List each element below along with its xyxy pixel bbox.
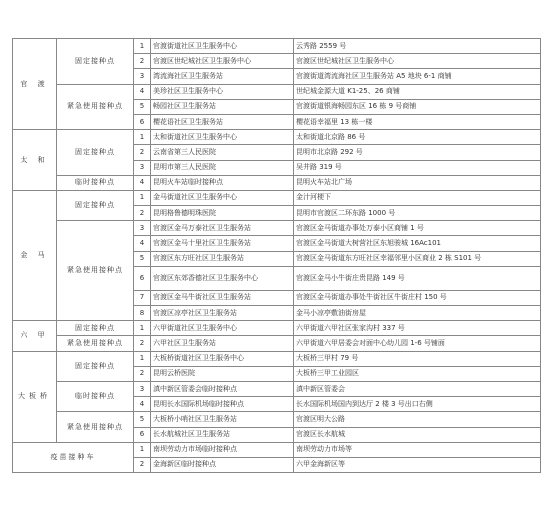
row-number: 2 — [134, 145, 151, 160]
site-address: 官渡区金马街道东方旺社区幸福邻里小区商业 2 栋 S101 号 — [294, 251, 541, 266]
table-row — [13, 39, 541, 54]
site-address: 六甲街道六甲居委会对面中心幼儿园 1-6 号铺面 — [294, 336, 541, 351]
row-number: 1 — [134, 321, 151, 336]
site-name: 长水航城社区卫生服务站 — [151, 427, 294, 442]
site-address: 六甲街道六甲社区张家沟村 337 号 — [294, 321, 541, 336]
site-name: 太和街道社区卫生服务中心 — [151, 130, 294, 145]
site-address: 官渡区世纪城社区卫生服务中心 — [294, 54, 541, 69]
site-name: 南坝劳动力市场临时接种点 — [151, 442, 294, 457]
site-name: 官渡区世纪城社区卫生服务中心 — [151, 54, 294, 69]
site-name: 昆明火车站临时接种点 — [151, 175, 294, 190]
row-number: 6 — [134, 266, 151, 290]
row-number: 5 — [134, 99, 151, 114]
district-cell: 太 和 — [13, 130, 57, 191]
site-name: 金马街道社区卫生服务中心 — [151, 190, 294, 205]
site-name: 官渡区金马牛街社区卫生服务站 — [151, 290, 294, 305]
table-row — [13, 442, 541, 457]
table-row — [13, 190, 541, 205]
table-row — [13, 221, 541, 236]
row-number: 1 — [134, 190, 151, 205]
row-number: 3 — [134, 221, 151, 236]
site-type-cell: 固定接种点 — [57, 130, 134, 176]
row-number: 1 — [134, 442, 151, 457]
site-address: 昆明火车站北广场 — [294, 175, 541, 190]
site-type-cell: 紧急使用接种点 — [57, 84, 134, 130]
row-number: 4 — [134, 236, 151, 251]
site-name: 昆明格鲁德明珠医院 — [151, 206, 294, 221]
site-address: 昆明市北京路 292 号 — [294, 145, 541, 160]
district-cell: 疫苗接种车 — [13, 442, 134, 472]
site-address: 官渡区明大公路 — [294, 412, 541, 427]
site-address: 昆明市官渡区二环东路 1000 号 — [294, 206, 541, 221]
row-number: 4 — [134, 397, 151, 412]
row-number: 3 — [134, 69, 151, 84]
site-address: 南坝劳动力市场等 — [294, 442, 541, 457]
row-number: 8 — [134, 306, 151, 321]
site-name: 官渡街道社区卫生服务中心 — [151, 39, 294, 54]
table-row — [13, 351, 541, 366]
site-type-cell: 紧急使用接种点 — [57, 336, 134, 351]
site-address: 长水国际机场国内到达厅 2 楼 3 号出口右侧 — [294, 397, 541, 412]
site-name: 昆明市第三人民医院 — [151, 160, 294, 175]
site-type-cell: 固定接种点 — [57, 190, 134, 220]
row-number: 4 — [134, 175, 151, 190]
site-type-cell: 固定接种点 — [57, 39, 134, 85]
site-name: 畅园社区卫生服务站 — [151, 99, 294, 114]
site-name: 六甲社区卫生服务站 — [151, 336, 294, 351]
site-address: 官渡区金马街道办事处牛街社区牛街庄村 150 号 — [294, 290, 541, 305]
table-row — [13, 412, 541, 427]
row-number: 3 — [134, 160, 151, 175]
site-address: 官渡区金马街道办事处万泰小区商铺 1 号 — [294, 221, 541, 236]
site-address: 官渡区金马街道大树营社区东旭骏城 16Ac101 — [294, 236, 541, 251]
site-address: 云秀路 2559 号 — [294, 39, 541, 54]
site-address: 官渡区长水航城 — [294, 427, 541, 442]
site-address: 大板桥三甲村 79 号 — [294, 351, 541, 366]
site-address: 滇中新区管委会 — [294, 381, 541, 396]
row-number: 2 — [134, 457, 151, 472]
site-name: 湾流海社区卫生服务站 — [151, 69, 294, 84]
row-number: 5 — [134, 412, 151, 427]
district-cell: 金 马 — [13, 190, 57, 320]
site-name: 官渡区金马十里社区卫生服务站 — [151, 236, 294, 251]
row-number: 5 — [134, 251, 151, 266]
site-name: 六甲街道社区卫生服务中心 — [151, 321, 294, 336]
row-number: 3 — [134, 381, 151, 396]
site-type-cell: 临时接种点 — [57, 381, 134, 411]
district-cell: 六 甲 — [13, 321, 57, 351]
table-row — [13, 336, 541, 351]
row-number: 1 — [134, 351, 151, 366]
table-row — [13, 381, 541, 396]
site-address: 金马小凉亭敷油街房屋 — [294, 306, 541, 321]
site-name: 官渡区东方旺社区卫生服务站 — [151, 251, 294, 266]
site-address: 官渡区金马小牛街庄贵昆路 149 号 — [294, 266, 541, 290]
row-number: 7 — [134, 290, 151, 305]
row-number: 2 — [134, 336, 151, 351]
site-name: 樱花语社区卫生服务站 — [151, 114, 294, 129]
site-name: 云南省第三人民医院 — [151, 145, 294, 160]
row-number: 2 — [134, 54, 151, 69]
row-number: 1 — [134, 130, 151, 145]
site-name: 昆明云桥医院 — [151, 366, 294, 381]
site-name: 官渡区金马万泰社区卫生服务站 — [151, 221, 294, 236]
site-address: 官渡街道银海畅园东区 16 栋 9 号商铺 — [294, 99, 541, 114]
site-name: 大板桥小哨社区卫生服务站 — [151, 412, 294, 427]
site-address: 官渡街道湾流海社区卫生服务站 A5 地块 6-1 商铺 — [294, 69, 541, 84]
site-name: 金海新区临时接种点 — [151, 457, 294, 472]
district-cell: 大板桥 — [13, 351, 57, 442]
row-number: 6 — [134, 114, 151, 129]
site-type-cell: 紧急使用接种点 — [57, 221, 134, 321]
table-row — [13, 130, 541, 145]
site-name: 昆明长水国际机场临时接种点 — [151, 397, 294, 412]
site-address: 太和街道北京路 86 号 — [294, 130, 541, 145]
row-number: 1 — [134, 39, 151, 54]
site-name: 官渡区凉亭社区卫生服务站 — [151, 306, 294, 321]
site-address: 吴井路 319 号 — [294, 160, 541, 175]
site-address: 世纪城金源大道 K1-25、26 商铺 — [294, 84, 541, 99]
table-row — [13, 321, 541, 336]
table-body — [13, 39, 541, 473]
site-address: 金汁河梗下 — [294, 190, 541, 205]
site-name: 美珍社区卫生服务中心 — [151, 84, 294, 99]
site-name: 官渡区东郊香德社区卫生服务中心 — [151, 266, 294, 290]
site-address: 樱花语幸福里 13 栋一楼 — [294, 114, 541, 129]
table-row — [13, 175, 541, 190]
site-address: 六甲金海新区等 — [294, 457, 541, 472]
site-type-cell: 固定接种点 — [57, 321, 134, 336]
row-number: 2 — [134, 206, 151, 221]
site-address: 大板桥三甲工业园区 — [294, 366, 541, 381]
site-name: 滇中新区管委会临时接种点 — [151, 381, 294, 396]
table-row — [13, 84, 541, 99]
district-cell: 官 渡 — [13, 39, 57, 130]
site-name: 大板桥街道社区卫生服务中心 — [151, 351, 294, 366]
site-type-cell: 临时接种点 — [57, 175, 134, 190]
row-number: 6 — [134, 427, 151, 442]
site-type-cell: 紧急使用接种点 — [57, 412, 134, 442]
vaccination-sites-table — [12, 38, 541, 473]
site-type-cell: 固定接种点 — [57, 351, 134, 381]
row-number: 2 — [134, 366, 151, 381]
row-number: 4 — [134, 84, 151, 99]
